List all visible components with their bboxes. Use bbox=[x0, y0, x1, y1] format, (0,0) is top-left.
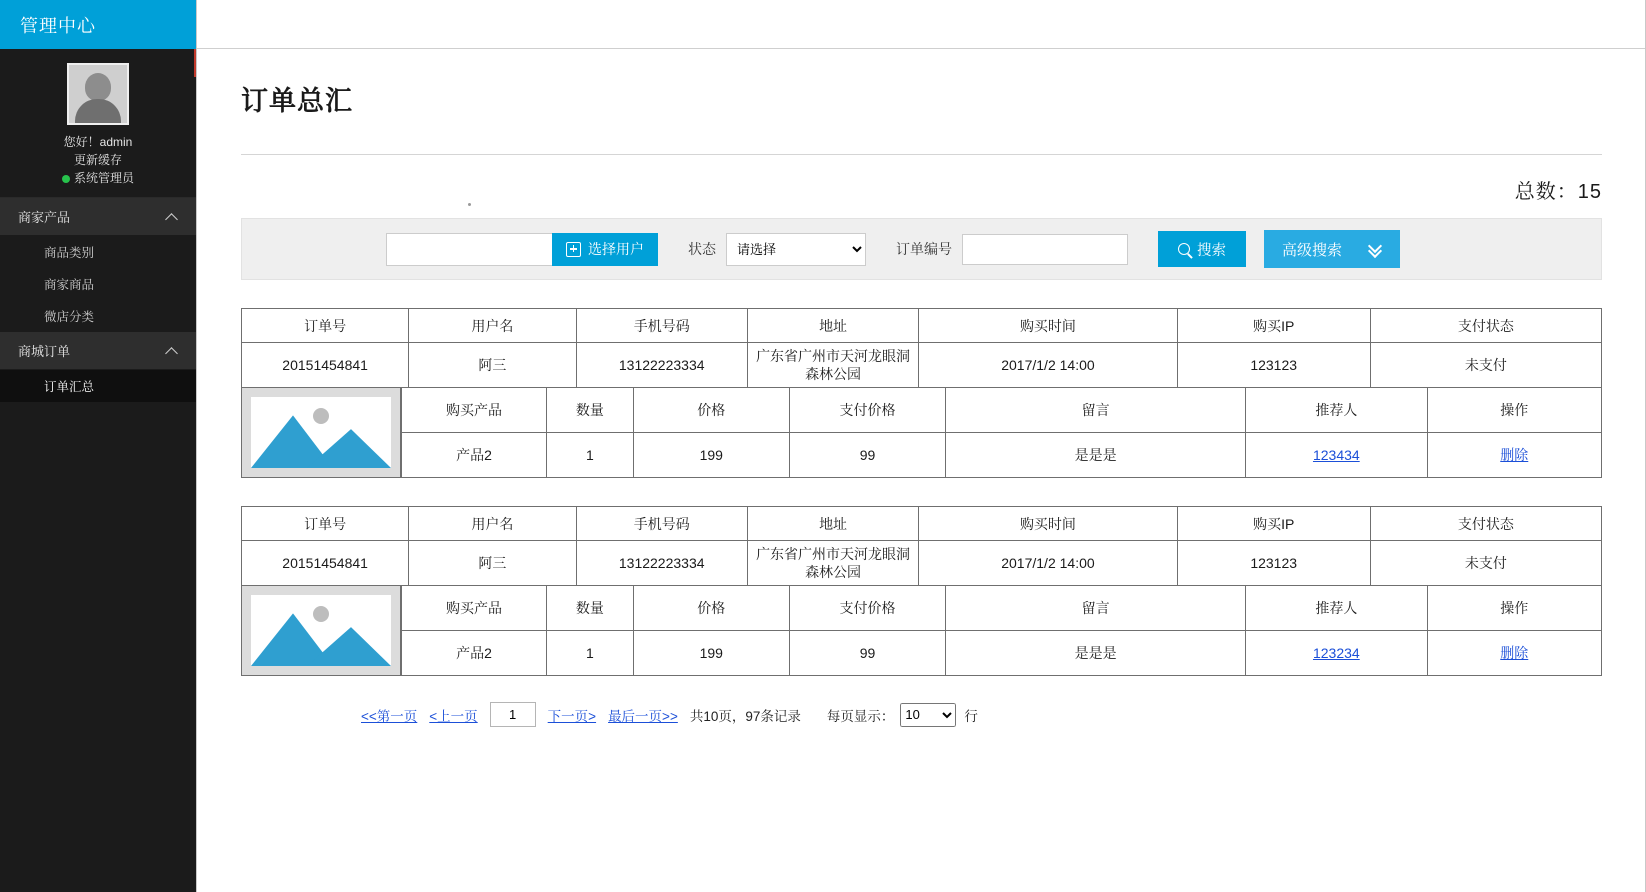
sidebar-brand-label: 管理中心 bbox=[20, 15, 96, 36]
next-page-link[interactable]: 下一页> bbox=[547, 708, 597, 724]
table-row bbox=[242, 343, 1602, 388]
cell-qty: 1 bbox=[547, 631, 634, 676]
col-qty: 数量 bbox=[547, 388, 634, 433]
sidebar-item-micro-shop-category[interactable] bbox=[0, 300, 196, 332]
status-label: 状态 bbox=[688, 241, 716, 257]
search-button-label: 搜索 bbox=[1197, 242, 1226, 259]
col-user-name: 用户名 bbox=[409, 507, 576, 541]
sidebar-item-merchant-goods[interactable] bbox=[0, 268, 196, 300]
page-title: 订单总汇 bbox=[241, 86, 353, 116]
cell-pay-price: 99 bbox=[789, 631, 945, 676]
delete-link[interactable]: 删除 bbox=[1500, 447, 1529, 463]
table-header-row bbox=[402, 388, 1602, 433]
first-page-link[interactable]: <<第一页 bbox=[361, 708, 418, 724]
table-row bbox=[402, 433, 1602, 478]
page-number-input[interactable] bbox=[490, 702, 536, 727]
sidebar-filler bbox=[0, 402, 196, 892]
pagination bbox=[361, 702, 1602, 727]
last-page-link[interactable]: 最后一页>> bbox=[608, 708, 678, 724]
cell-buy-ip: 123123 bbox=[1177, 343, 1370, 388]
col-action: 操作 bbox=[1427, 586, 1601, 631]
col-order-no: 订单号 bbox=[242, 507, 409, 541]
cell-phone: 13122223334 bbox=[576, 541, 747, 586]
image-icon bbox=[251, 595, 391, 666]
col-price: 价格 bbox=[633, 586, 789, 631]
cell-price: 199 bbox=[633, 433, 789, 478]
decoration-dot bbox=[468, 203, 471, 206]
cell-qty: 1 bbox=[547, 433, 634, 478]
cell-message: 是是是 bbox=[946, 433, 1246, 478]
top-bar bbox=[197, 0, 1646, 49]
col-referrer: 推荐人 bbox=[1246, 586, 1427, 631]
col-message: 留言 bbox=[946, 388, 1246, 433]
col-pay-price: 支付价格 bbox=[789, 586, 945, 631]
double-chevron-down-icon bbox=[1368, 243, 1382, 255]
referrer-link[interactable]: 123434 bbox=[1312, 447, 1360, 463]
table-header-row bbox=[242, 309, 1602, 343]
cell-buy-ip: 123123 bbox=[1177, 541, 1370, 586]
order-detail-row bbox=[241, 387, 1602, 478]
cell-pay-status: 未支付 bbox=[1370, 541, 1601, 586]
main-content bbox=[196, 0, 1646, 892]
col-buy-time: 购买时间 bbox=[919, 309, 1177, 343]
col-address: 地址 bbox=[747, 507, 918, 541]
order-detail-table bbox=[401, 387, 1602, 478]
order-header-table bbox=[241, 506, 1602, 586]
content-area bbox=[197, 79, 1646, 727]
sidebar-item-label: 微店分类 bbox=[44, 310, 95, 324]
row-unit-label: 行 bbox=[964, 708, 978, 724]
cell-referrer bbox=[1246, 631, 1427, 676]
col-phone: 手机号码 bbox=[576, 309, 747, 343]
profile-greeting: 您好！admin bbox=[63, 135, 133, 149]
order-detail-table bbox=[401, 585, 1602, 676]
order-detail-table-wrap bbox=[401, 585, 1602, 676]
user-profile bbox=[0, 49, 196, 198]
cell-user-name: 阿三 bbox=[409, 541, 576, 586]
cell-address: 广东省广州市天河龙眼洞森林公园 bbox=[747, 541, 918, 586]
user-picker-group bbox=[386, 233, 658, 266]
cell-address: 广东省广州市天河龙眼洞森林公园 bbox=[747, 343, 918, 388]
cell-buy-time: 2017/1/2 14:00 bbox=[919, 343, 1177, 388]
avatar-face-shape bbox=[85, 73, 111, 101]
profile-role bbox=[0, 169, 196, 187]
table-row bbox=[242, 541, 1602, 586]
per-page-select[interactable] bbox=[900, 703, 956, 727]
col-pay-status: 支付状态 bbox=[1370, 309, 1601, 343]
cell-phone: 13122223334 bbox=[576, 343, 747, 388]
order-header-table bbox=[241, 308, 1602, 388]
chevron-up-icon bbox=[166, 345, 178, 357]
user-search-input[interactable] bbox=[386, 233, 552, 266]
advanced-search-label: 高级搜索 bbox=[1282, 241, 1343, 259]
cell-buy-time: 2017/1/2 14:00 bbox=[919, 541, 1177, 586]
col-buy-ip: 购买IP bbox=[1177, 309, 1370, 343]
mountain-shape bbox=[251, 397, 391, 468]
plus-icon bbox=[566, 242, 581, 257]
cell-price: 199 bbox=[633, 631, 789, 676]
sidebar-item-product-category[interactable] bbox=[0, 236, 196, 268]
update-cache-link[interactable]: 更新缓存 bbox=[73, 153, 122, 167]
avatar bbox=[67, 63, 129, 125]
cell-product: 产品2 bbox=[402, 631, 547, 676]
select-user-label: 选择用户 bbox=[588, 241, 644, 257]
sidebar-item-label: 商家商品 bbox=[44, 278, 95, 292]
cell-order-no: 20151454841 bbox=[242, 343, 409, 388]
cell-pay-status: 未支付 bbox=[1370, 343, 1601, 388]
sidebar-group-merchant-products[interactable] bbox=[0, 198, 196, 236]
chevron-up-icon bbox=[166, 211, 178, 223]
title-divider bbox=[241, 154, 1602, 155]
product-image-placeholder bbox=[251, 595, 391, 666]
search-button[interactable] bbox=[1158, 231, 1246, 267]
cell-action bbox=[1427, 433, 1601, 478]
col-order-no: 订单号 bbox=[242, 309, 409, 343]
mountain-shape bbox=[251, 595, 391, 666]
col-phone: 手机号码 bbox=[576, 507, 747, 541]
product-image-placeholder bbox=[251, 397, 391, 468]
cell-referrer bbox=[1246, 433, 1427, 478]
col-pay-price: 支付价格 bbox=[789, 388, 945, 433]
sidebar-item-order-summary[interactable] bbox=[0, 370, 196, 402]
cell-order-no: 20151454841 bbox=[242, 541, 409, 586]
profile-role-label: 系统管理员 bbox=[73, 171, 134, 185]
product-thumbnail bbox=[241, 585, 401, 676]
total-count: 总数：15 bbox=[1514, 181, 1602, 203]
advanced-search-button[interactable] bbox=[1264, 230, 1400, 268]
order-no-label: 订单编号 bbox=[896, 241, 952, 257]
col-pay-status: 支付状态 bbox=[1370, 507, 1601, 541]
prev-page-link[interactable]: <上一页 bbox=[429, 708, 478, 724]
cell-message: 是是是 bbox=[946, 631, 1246, 676]
col-action: 操作 bbox=[1427, 388, 1601, 433]
sidebar bbox=[0, 0, 196, 892]
col-address: 地址 bbox=[747, 309, 918, 343]
sidebar-group-label: 商家产品 bbox=[18, 210, 71, 225]
col-user-name: 用户名 bbox=[409, 309, 576, 343]
pagination-info: 共10页，97条记录 bbox=[689, 708, 801, 724]
search-icon bbox=[1178, 243, 1190, 255]
col-buy-ip: 购买IP bbox=[1177, 507, 1370, 541]
table-row bbox=[402, 631, 1602, 676]
select-user-button[interactable] bbox=[552, 233, 658, 266]
sidebar-brand bbox=[0, 0, 196, 49]
image-icon bbox=[251, 397, 391, 468]
order-block bbox=[241, 308, 1602, 478]
avatar-body-shape bbox=[75, 99, 121, 123]
order-block bbox=[241, 506, 1602, 676]
col-product: 购买产品 bbox=[402, 586, 547, 631]
cell-product: 产品2 bbox=[402, 433, 547, 478]
online-status-icon bbox=[62, 175, 70, 183]
status-select[interactable] bbox=[726, 233, 866, 266]
order-no-input[interactable] bbox=[962, 234, 1128, 265]
col-qty: 数量 bbox=[547, 586, 634, 631]
col-referrer: 推荐人 bbox=[1246, 388, 1427, 433]
search-toolbar bbox=[241, 218, 1602, 280]
sidebar-item-label: 商品类别 bbox=[44, 246, 95, 260]
per-page-label: 每页显示： bbox=[826, 708, 895, 724]
product-thumbnail bbox=[241, 387, 401, 478]
order-detail-table-wrap bbox=[401, 387, 1602, 478]
table-header-row bbox=[402, 586, 1602, 631]
sidebar-group-mall-orders[interactable] bbox=[0, 332, 196, 370]
col-price: 价格 bbox=[633, 388, 789, 433]
cell-user-name: 阿三 bbox=[409, 343, 576, 388]
table-header-row bbox=[242, 507, 1602, 541]
col-buy-time: 购买时间 bbox=[919, 507, 1177, 541]
referrer-link[interactable]: 123234 bbox=[1312, 645, 1360, 661]
col-product: 购买产品 bbox=[402, 388, 547, 433]
cell-pay-price: 99 bbox=[789, 433, 945, 478]
order-detail-row bbox=[241, 585, 1602, 676]
sidebar-group-label: 商城订单 bbox=[18, 344, 71, 359]
delete-link[interactable]: 删除 bbox=[1500, 645, 1529, 661]
sidebar-item-label: 订单汇总 bbox=[44, 380, 95, 394]
cell-action bbox=[1427, 631, 1601, 676]
col-message: 留言 bbox=[946, 586, 1246, 631]
